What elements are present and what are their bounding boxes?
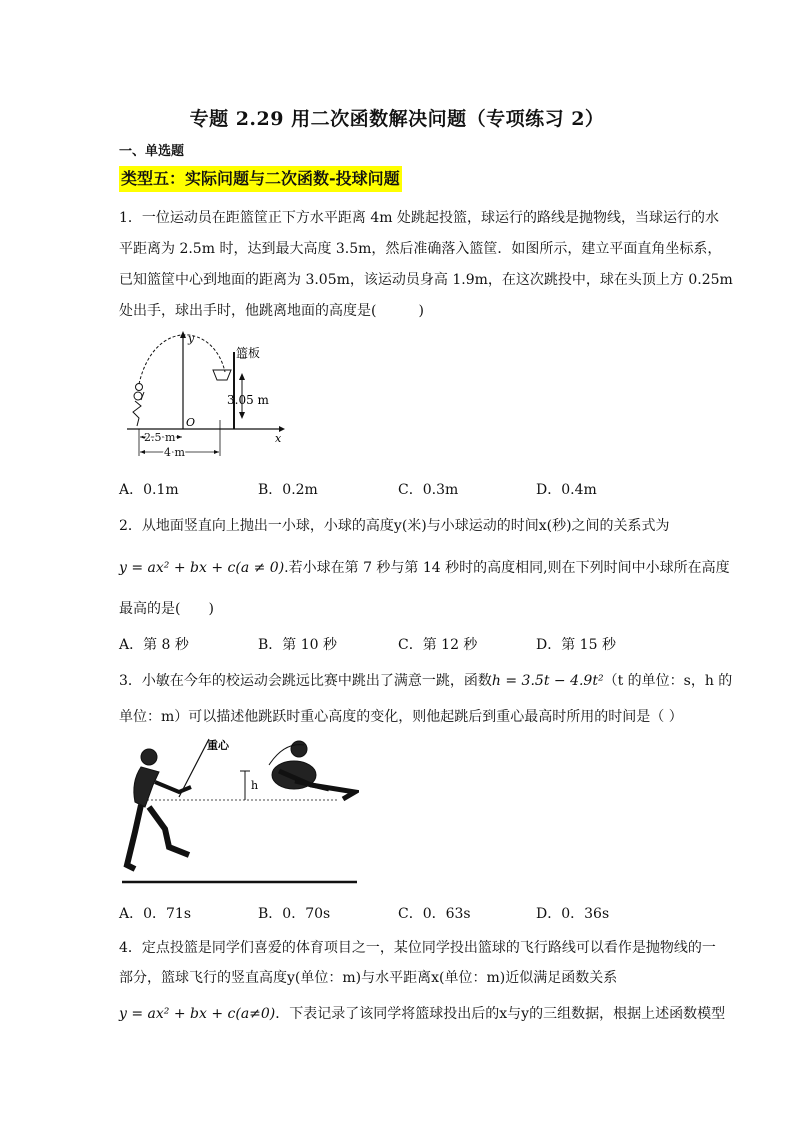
jumper-runner bbox=[127, 749, 191, 869]
q3-formula: h = 3.5t − 4.9t² bbox=[491, 673, 604, 689]
q1-option-c[interactable]: C．0.3m bbox=[398, 482, 459, 498]
q2-line-2-text: .若小球在第 7 秒与第 14 秒时的高度相同,则在下列时间中小球所在高度 bbox=[284, 560, 730, 576]
q3-center-label: 重心 bbox=[207, 739, 229, 752]
q2-line-1: 2．从地面竖直向上抛出一小球，小球的高度y(米)与小球运动的时间x(秒)之间的关系式为 bbox=[119, 518, 670, 534]
q4-line-1: 4．定点投篮是同学们喜爱的体育项目之一，某位同学投出篮球的飞行路线可以看作是抛物线的一 bbox=[119, 940, 716, 956]
q2-line-3: 最高的是( ) bbox=[119, 601, 214, 617]
q1-line-1: 1．一位运动员在距篮筐正下方水平距离 4m 处跳起投篮，球运行的路线是抛物线，当球运行的水 bbox=[119, 210, 719, 226]
q1-option-d[interactable]: D．0.4m bbox=[536, 482, 597, 498]
q3-option-b[interactable]: B．0．70s bbox=[258, 906, 331, 922]
q3-option-c[interactable]: C．0．63s bbox=[398, 906, 471, 922]
q2-option-c[interactable]: C．第 12 秒 bbox=[398, 637, 478, 653]
q3-long-jump-figure bbox=[119, 737, 359, 887]
q1-basketball-figure bbox=[119, 328, 294, 463]
q1-line-4: 处出手，球出手时，他跳离地面的高度是( ) bbox=[119, 303, 424, 319]
q3-line-1-a: 3．小敏在今年的校运动会跳远比赛中跳出了满意一跳，函数 bbox=[119, 673, 492, 689]
q3-line-1-b: （t 的单位：s，h 的 bbox=[603, 673, 733, 689]
q2-formula: y = ax² + bx + c(a ≠ 0) bbox=[119, 560, 285, 576]
q1-line-3: 已知篮筐中心到地面的距离为 3.05m，该运动员身高 1.9m，在这次跳投中，球在头顶上方 0.25m bbox=[119, 272, 733, 288]
q1-origin-label: O bbox=[186, 416, 196, 429]
basket-hoop bbox=[213, 370, 231, 380]
q4-line-3 bbox=[119, 1003, 726, 1023]
player-figure bbox=[133, 384, 144, 427]
q3-h-label: h bbox=[251, 779, 259, 792]
q4-formula: y = ax² + bx + c(a≠0) bbox=[119, 1006, 276, 1022]
q2-line-2 bbox=[119, 557, 730, 577]
q1-trajectory bbox=[139, 335, 225, 384]
q3-option-a[interactable]: A．0．71s bbox=[119, 906, 192, 922]
page-title: 专题 2.29 用二次函数解决问题（专项练习 2） bbox=[189, 108, 605, 130]
q2-option-b[interactable]: B．第 10 秒 bbox=[258, 637, 338, 653]
jumper-airborne bbox=[272, 741, 355, 799]
q1-x-label: x bbox=[275, 432, 282, 445]
q3-line-2: 单位：m）可以描述他跳跃时重心高度的变化，则他起跳后到重心最高时所用的时间是（ ） bbox=[119, 709, 683, 725]
q1-y-label: y bbox=[188, 332, 195, 345]
q1-option-b[interactable]: B．0.2m bbox=[258, 482, 318, 498]
q2-option-a[interactable]: A．第 8 秒 bbox=[119, 637, 189, 653]
section-heading: 一、单选题 bbox=[119, 144, 185, 159]
type-banner: 类型五：实际问题与二次函数-投球问题 bbox=[119, 166, 402, 192]
q1-board-label: 篮板 bbox=[236, 346, 261, 360]
q1-height-label: 3.05 m bbox=[227, 393, 269, 407]
q1-option-a[interactable]: A．0.1m bbox=[119, 482, 179, 498]
q1-dist2-label: 4 m bbox=[164, 446, 185, 459]
q1-line-2: 平距离为 2.5m 时，达到最大高度 3.5m，然后准确落入篮筐．如图所示，建立平面直角坐标系， bbox=[119, 241, 722, 257]
q1-dist1-label: 2.5 m bbox=[144, 431, 176, 444]
q3-line-1 bbox=[119, 670, 733, 690]
q2-option-d[interactable]: D．第 15 秒 bbox=[536, 637, 616, 653]
q4-line-2: 部分，篮球飞行的竖直高度y(单位：m)与水平距离x(单位：m)近似满足函数关系 bbox=[119, 970, 618, 986]
q3-option-d[interactable]: D．0．36s bbox=[536, 906, 610, 922]
q4-line-3-text: ．下表记录了该同学将篮球投出后的x与y的三组数据，根据上述函数模型 bbox=[275, 1006, 726, 1022]
